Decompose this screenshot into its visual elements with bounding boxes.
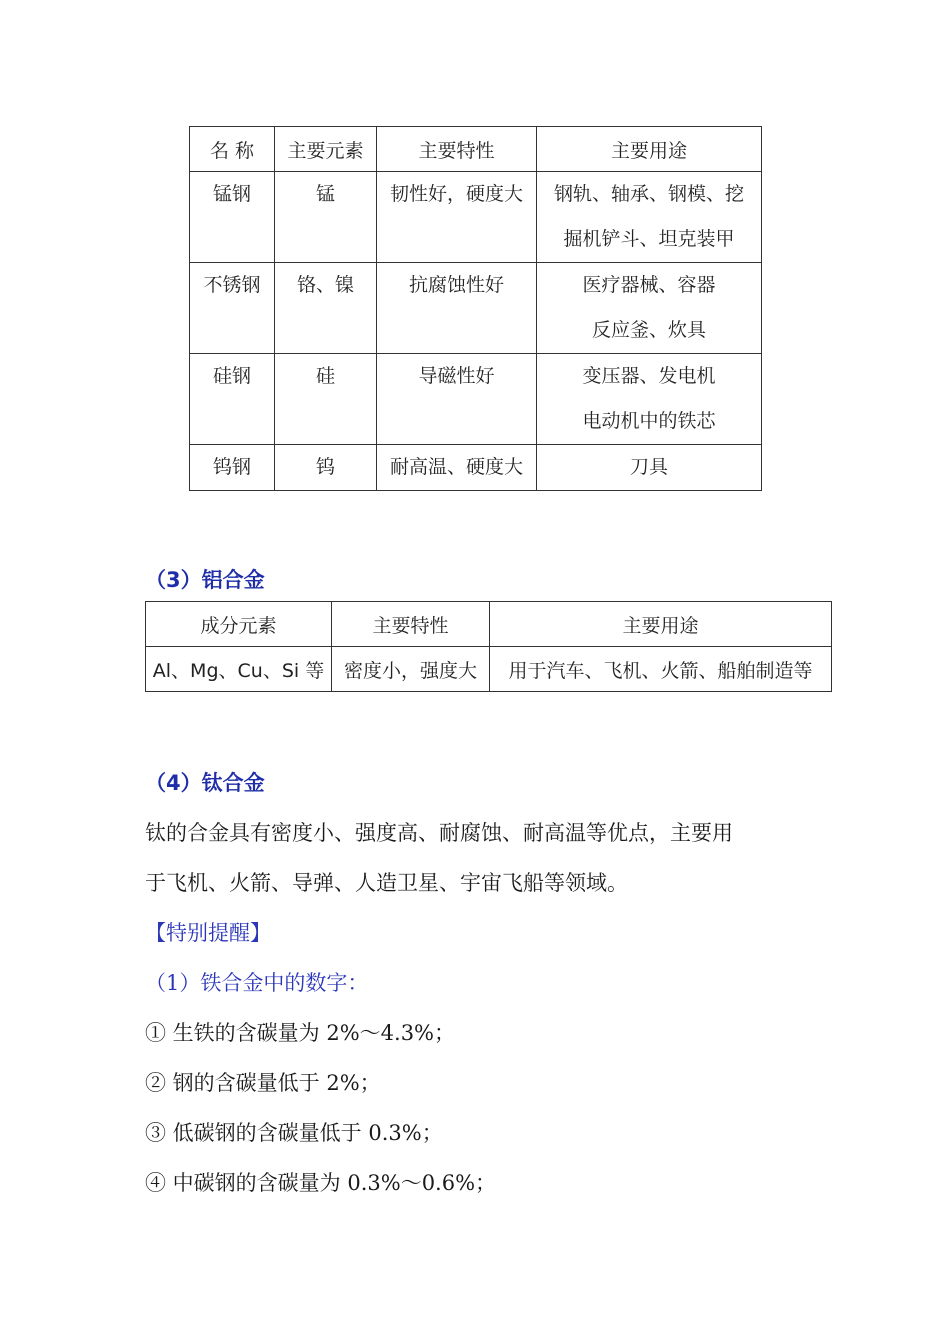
- titanium-heading: （4）钛合金: [145, 771, 265, 795]
- cell-name: 硅钢: [190, 354, 275, 445]
- reminder-item: ① 生铁的含碳量为 2%～4.3%；: [145, 1021, 456, 1045]
- reminder-item: ③ 低碳钢的含碳量低于 0.3%；: [145, 1121, 443, 1145]
- cell-element: 硅: [275, 354, 377, 445]
- cell-composition: Al、Mg、Cu、Si 等: [146, 647, 332, 692]
- reminder-subtitle: （1）铁合金中的数字：: [145, 971, 369, 995]
- cell-name: 锰钢: [190, 172, 275, 263]
- table-row: [190, 172, 762, 263]
- cell-property: 韧性好，硬度大: [377, 172, 537, 263]
- header-name: 名 称: [190, 127, 275, 172]
- cell-element: 铬、镍: [275, 263, 377, 354]
- cell-element: 钨: [275, 445, 377, 491]
- table-row: [190, 445, 762, 491]
- cell-use: 刀具: [537, 445, 762, 491]
- cell-use: 钢轨、轴承、钢模、挖 掘机铲斗、坦克装甲: [537, 172, 762, 263]
- header-use: 主要用途: [537, 127, 762, 172]
- titanium-body-line: 钛的合金具有密度小、强度高、耐腐蚀、耐高温等优点，主要用: [145, 821, 733, 845]
- table-row: [190, 354, 762, 445]
- cell-use: 用于汽车、飞机、火箭、船舶制造等: [490, 647, 832, 692]
- cell-property: 密度小，强度大: [332, 647, 490, 692]
- header-element: 主要元素: [275, 127, 377, 172]
- cell-use: 变压器、发电机 电动机中的铁芯: [537, 354, 762, 445]
- table-row: [146, 647, 832, 692]
- header-property: 主要特性: [332, 602, 490, 647]
- cell-property: 导磁性好: [377, 354, 537, 445]
- aluminum-heading: （3）铝合金: [145, 568, 265, 592]
- reminder-item: ④ 中碳钢的含碳量为 0.3%～0.6%；: [145, 1171, 497, 1195]
- cell-use: 医疗器械、容器 反应釜、炊具: [537, 263, 762, 354]
- cell-property: 耐高温、硬度大: [377, 445, 537, 491]
- header-composition: 成分元素: [146, 602, 332, 647]
- table-row: [190, 263, 762, 354]
- header-property: 主要特性: [377, 127, 537, 172]
- steel-alloy-table: [189, 126, 762, 491]
- cell-name: 钨钢: [190, 445, 275, 491]
- table-header-row: [146, 602, 832, 647]
- table-header-row: [190, 127, 762, 172]
- cell-name: 不锈钢: [190, 263, 275, 354]
- reminder-item: ② 钢的含碳量低于 2%；: [145, 1071, 381, 1095]
- reminder-title: 【特别提醒】: [145, 921, 271, 945]
- cell-element: 锰: [275, 172, 377, 263]
- header-use: 主要用途: [490, 602, 832, 647]
- aluminum-alloy-table: [145, 601, 832, 692]
- titanium-body-line: 于飞机、火箭、导弹、人造卫星、宇宙飞船等领域。: [145, 871, 628, 895]
- cell-property: 抗腐蚀性好: [377, 263, 537, 354]
